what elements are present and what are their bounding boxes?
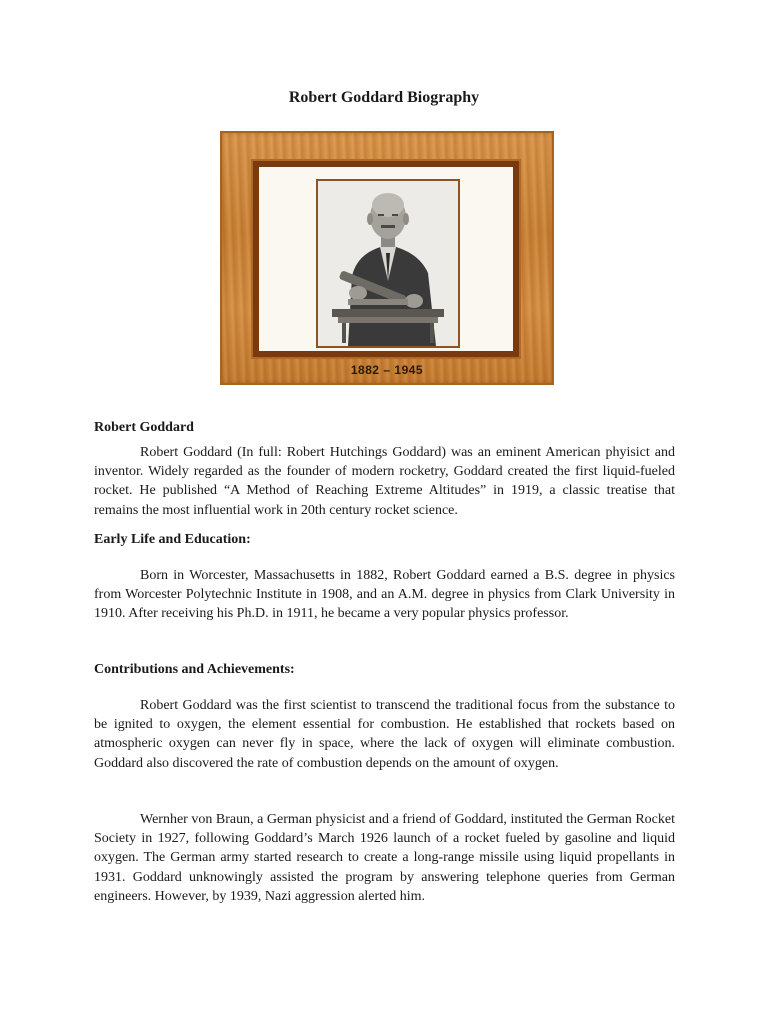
portrait-illustration <box>318 181 458 346</box>
paragraph-contributions-2: Wernher von Braun, a German physicist and a friend of Goddard, instituted the German Rocket Society in 1927, following Goddard’s March 1926 launch of a rocket fueled by gasoline and liquid oxygen. The German army started research to create a long-range missile using liquid propellants in 1931. Goddard unknowingly assisted the program by answering telephone queries from German engineers. However, by 1939, Nazi aggression alerted him. <box>94 812 675 904</box>
portrait-photo <box>316 179 460 348</box>
section-heading-contributions: Contributions and Achievements: <box>94 662 295 677</box>
paragraph-contributions-1: Robert Goddard was the first scientist to transcend the traditional focus from the substance to be ignited to oxygen, the element essential for combustion. He established that rockets based on atmospheric oxygen can never fly in space, where the lack of oxygen will eliminate combustion. Goddard also discovered the rate of combustion depends on the amount of oxygen. <box>94 698 675 771</box>
paragraph-intro: Robert Goddard (In full: Robert Hutchings Goddard) was an eminent American phyisict and inventor. Widely regarded as the founder of modern rocketry, Goddard created the first liquid-fueled rocket. He published “A Method of Reaching Extreme Altitudes” in 1919, a classic treatise that remains the most influential work in 20th century rocket science. <box>94 445 675 518</box>
portrait-dates-caption: 1882 – 1945 <box>350 363 424 377</box>
page-title: Robert Goddard Biography <box>288 89 480 106</box>
frame-inner-border <box>253 161 519 357</box>
section-heading-early-life: Early Life and Education: <box>94 532 251 547</box>
paragraph-early-life: Born in Worcester, Massachusetts in 1882, Robert Goddard earned a B.S. degree in physics from Worcester Polytechnic Institute in 1908, and an A.M. degree in physics from Clark University in 1910. After receiving his Ph.D. in 1911, he became a very popular physics professor. <box>94 568 675 622</box>
section-heading-robert-goddard: Robert Goddard <box>94 420 194 435</box>
portrait-frame <box>220 131 554 385</box>
portrait-mat <box>259 167 513 351</box>
